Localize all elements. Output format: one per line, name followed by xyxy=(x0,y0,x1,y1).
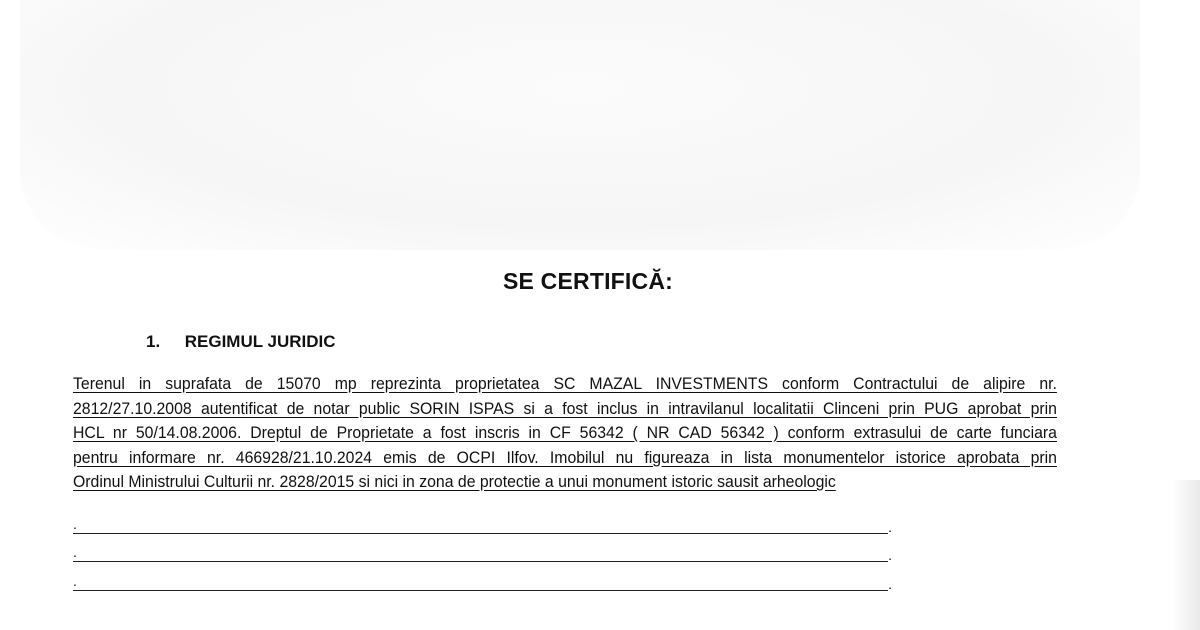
blank-fill-line xyxy=(73,570,892,592)
document-title: SE CERTIFICĂ: xyxy=(503,268,673,294)
section-heading xyxy=(146,332,336,352)
paragraph-line: HCL nr 50/14.08.2006. Dreptul de Proprietate a fost inscris in CF 56342 ( NR CAD 56342 ) conform extrasului de carte funciara xyxy=(73,423,1057,442)
paragraph-line: Ordinul Ministrului Culturii nr. 2828/2015 si nici in zona de protectie a unui monument istoric sausit arheologic xyxy=(73,472,836,491)
blank-fill-line xyxy=(73,541,892,563)
blank-line-start-mark: . xyxy=(73,573,77,589)
paragraph-line: pentru informare nr. 466928/21.10.2024 emis de OCPI Ilfov. Imobilul nu figureaza in lista monumentelor istorice aprobata prin xyxy=(73,447,1057,467)
blank-line-end-mark: . xyxy=(888,576,892,592)
blank-line-end-mark: . xyxy=(888,547,892,563)
blank-fill-line xyxy=(73,513,892,535)
page-edge-shadow xyxy=(1172,480,1200,630)
section-title: REGIMUL JURIDIC xyxy=(184,332,336,351)
paragraph-line: 2812/27.10.2008 autentificat de notar public SORIN ISPAS si a fost inclus in intravilanul localitatii Clinceni prin PUG aprobat prin xyxy=(73,398,1057,418)
blank-line-end-mark: . xyxy=(888,519,892,535)
section-number: 1. xyxy=(146,332,161,351)
blank-line-start-mark: . xyxy=(73,544,77,560)
scan-shadow xyxy=(20,0,1140,250)
legal-regime-paragraph xyxy=(73,372,1057,495)
blank-line-start-mark: . xyxy=(73,516,77,532)
paragraph-line: Terenul in suprafata de 15070 mp reprezinta proprietatea SC MAZAL INVESTMENTS conform Contractului de alipire nr. xyxy=(73,374,1057,393)
